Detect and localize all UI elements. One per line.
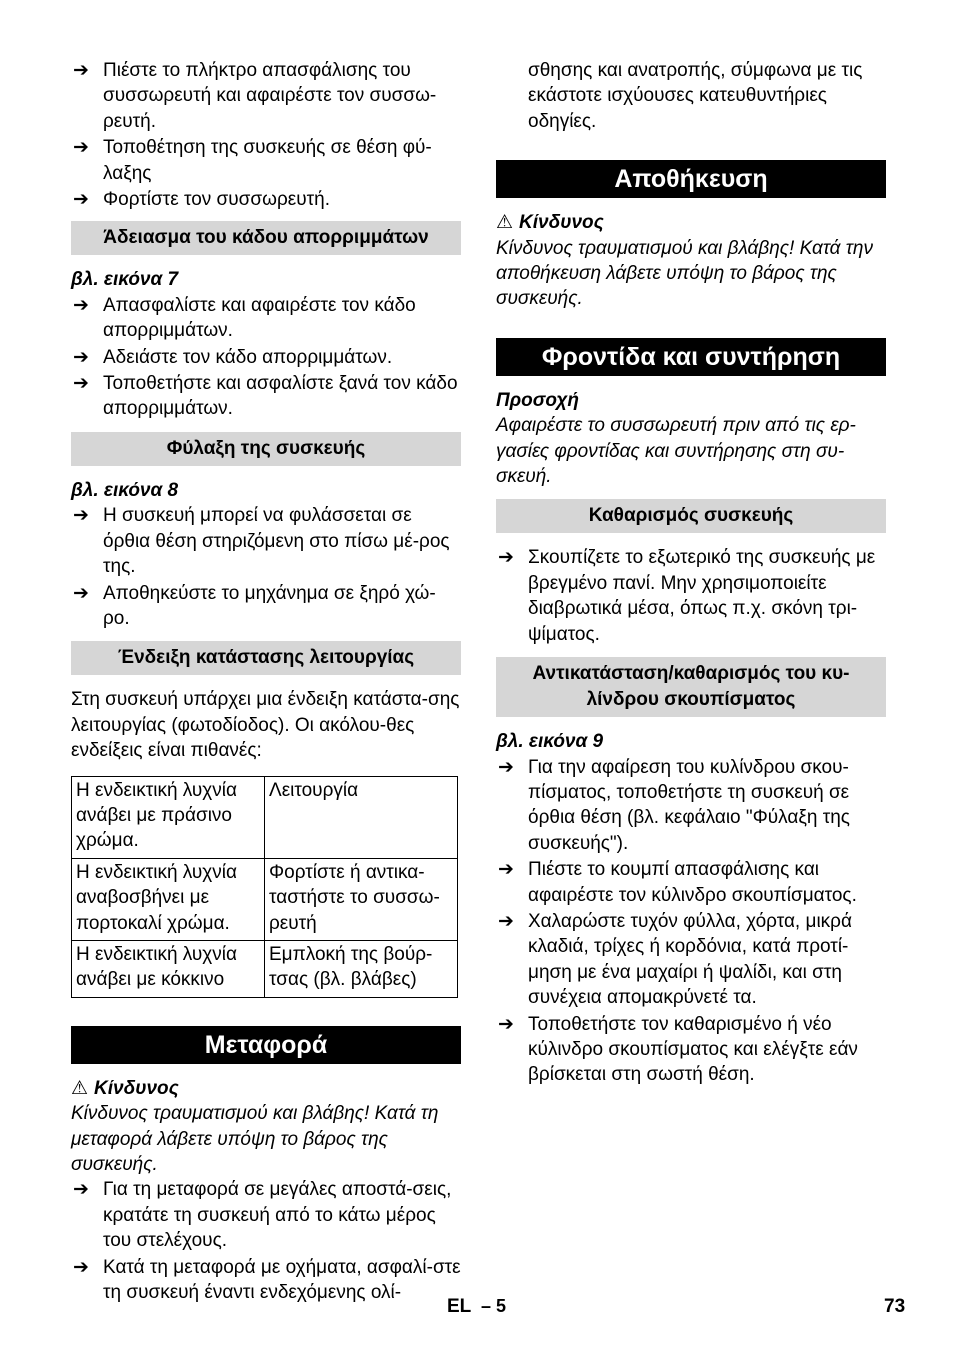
section-heading-status-indicator: Ένδειξη κατάστασης λειτουργίας <box>71 641 461 675</box>
table-cell: Η ενδεικτική λυχνία ανάβει με πράσινο χρώμα. <box>72 776 265 858</box>
warning-triangle-icon: ⚠ <box>71 1077 89 1099</box>
footer-section-page: – 5 <box>481 1296 507 1316</box>
table-cell: Η ενδεικτική λυχνία αναβοσβήνει με πορτοκαλί χρώμα. <box>72 858 265 940</box>
section-heading-cleaning: Καθαρισμός συσκευής <box>496 499 886 533</box>
status-intro-text: Στη συσκευή υπάρχει μια ένδειξη κατάστα-σης λειτουργίας (φωτοδίοδος). Οι ακόλου-θες ενδείξεις είναι πιθανές: <box>71 689 460 762</box>
caution-text: Αφαιρέστε το συσσωρευτή πριν από τις ερ-γασίες φροντίδας και συντήρησης στη συ-σκευή. <box>496 415 856 488</box>
caution-label: Προσοχή <box>496 389 580 411</box>
section-heading-empty-bin: Άδειασμα του κάδου απορριμμάτων <box>71 221 461 255</box>
section-heading-storage: Αποθήκευση <box>496 160 886 198</box>
table-row <box>72 858 458 940</box>
list-item: ➔ Κατά τη μεταφορά με οχήματα, ασφαλί-στε τη συσκευή έναντι ενδεχόμενης ολί- <box>73 1256 461 1304</box>
list-item: ➔ Για τη μεταφορά σε μεγάλες αποστά-σεις, κρατάτε τη συσκευή από το κάτω μέρος του στελέχους. <box>73 1179 452 1252</box>
figure-reference: βλ. εικόνα 7 <box>71 269 179 291</box>
continued-text: σθησης και ανατροπής, σύμφωνα με τις εκάστοτε ισχύουσες κατευθυντήριες οδηγίες. <box>528 60 863 132</box>
warning-label: ⚠ Κίνδυνος <box>71 1077 179 1099</box>
warning-label: ⚠ Κίνδυνος <box>496 212 604 234</box>
list-item: ➔ Πιέστε το κουμπί απασφάλισης και αφαιρέστε τον κύλινδρο σκουπίσματος. <box>498 859 857 906</box>
arrow-right-icon: ➔ <box>73 346 89 368</box>
table-cell: Λειτουργία <box>265 776 458 858</box>
list-item: ➔ Για την αφαίρεση του κυλίνδρου σκου-πίσματος, τοποθετήστε τη συσκευή σε όρθια θέση (βλ. κεφάλαιο "Φύλαξη της συσκευής"). <box>498 756 850 854</box>
warning-triangle-icon: ⚠ <box>496 212 514 234</box>
arrow-right-icon: ➔ <box>73 294 89 316</box>
list-item: ➔ Πιέστε το πλήκτρο απασφάλισης του συσσωρευτή και αφαιρέστε τον συσσω-ρευτή. <box>73 60 437 132</box>
arrow-right-icon: ➔ <box>73 137 89 159</box>
arrow-right-icon: ➔ <box>73 505 89 527</box>
figure-reference: βλ. εικόνα 8 <box>71 479 179 501</box>
list-item: ➔ Σκουπίζετε το εξωτερικό της συσκευής με βρεγμένο πανί. Μην χρησιμοποιείτε διαβρωτικά μέσα, όπως π.χ. σκόνη τρι-ψίματος. <box>498 547 876 645</box>
arrow-right-icon: ➔ <box>498 859 514 881</box>
list-item: ➔ Χαλαρώστε τυχόν φύλλα, χόρτα, μικρά κλαδιά, τρίχες ή κορδόνια, κατά προτί-μηση με ένα μαχαίρι ή ψαλίδι, και στη συνέχεια απομακρύνετέ τα. <box>498 910 852 1009</box>
section-heading-brush-roller: Αντικατάσταση/καθαρισμός του κυ-λίνδρου σκουπίσματος <box>496 657 886 717</box>
arrow-right-icon: ➔ <box>73 1179 89 1201</box>
list-item: ➔ Αποθηκεύστε το μηχάνημα σε ξηρό χώ-ρο. <box>73 582 436 629</box>
footer-language: EL <box>447 1296 472 1317</box>
table-cell: Εμπλοκή της βούρ-τσας (βλ. βλάβες) <box>265 940 458 997</box>
table-cell: Η ενδεικτική λυχνία ανάβει με κόκκινο <box>72 940 265 997</box>
warning-text: Κίνδυνος τραυματισμού και βλάβης! Κατά την αποθήκευση λάβετε υπόψη το βάρος της συσκευής. <box>496 237 873 310</box>
arrow-right-icon: ➔ <box>498 910 514 932</box>
arrow-right-icon: ➔ <box>73 60 89 81</box>
page-number: 73 <box>884 1296 906 1317</box>
table-row <box>72 776 458 858</box>
arrow-right-icon: ➔ <box>73 373 89 395</box>
section-heading-storage-device: Φύλαξη της συσκευής <box>71 432 461 466</box>
table-cell: Φορτίστε ή αντικα-ταστήστε το συσσω-ρευτή <box>265 858 458 940</box>
status-table <box>71 776 458 998</box>
arrow-right-icon: ➔ <box>73 189 89 211</box>
list-item: ➔ Αδειάστε τον κάδο απορριμμάτων. <box>71 345 461 370</box>
arrow-right-icon: ➔ <box>498 756 514 778</box>
list-item: ➔ Η συσκευή μπορεί να φυλάσσεται σε όρθια θέση στηριζόμενη στο πίσω μέ-ρος της. <box>73 505 450 578</box>
warning-text: Κίνδυνος τραυματισμού και βλάβης! Κατά τη μεταφορά λάβετε υπόψη το βάρος της συσκευής. <box>71 1103 439 1175</box>
section-heading-transport: Μεταφορά <box>71 1026 461 1064</box>
section-heading-care-maintenance: Φροντίδα και συντήρηση <box>496 338 886 376</box>
list-item: ➔ Φορτίστε τον συσσωρευτή. <box>71 187 461 212</box>
list-item: ➔ Απασφαλίστε και αφαιρέστε τον κάδο απορριμμάτων. <box>73 294 416 342</box>
arrow-right-icon: ➔ <box>73 582 89 604</box>
figure-reference: βλ. εικόνα 9 <box>496 731 604 753</box>
arrow-right-icon: ➔ <box>498 547 514 569</box>
list-item: ➔ Τοποθετήστε τον καθαρισμένο ή νέο κύλινδρο σκουπίσματος και ελέγξτε εάν βρίσκεται στη σωστή θέση. <box>498 1013 858 1086</box>
right-column <box>496 58 886 1089</box>
list-item: ➔ Τοποθετήστε και ασφαλίστε ξανά τον κάδο απορριμμάτων. <box>73 373 458 420</box>
list-item: ➔ Τοποθέτηση της συσκευής σε θέση φύ-λαξης <box>73 137 432 184</box>
arrow-right-icon: ➔ <box>498 1013 514 1035</box>
table-row <box>72 940 458 997</box>
left-column <box>71 58 461 1306</box>
arrow-right-icon: ➔ <box>73 1256 89 1278</box>
